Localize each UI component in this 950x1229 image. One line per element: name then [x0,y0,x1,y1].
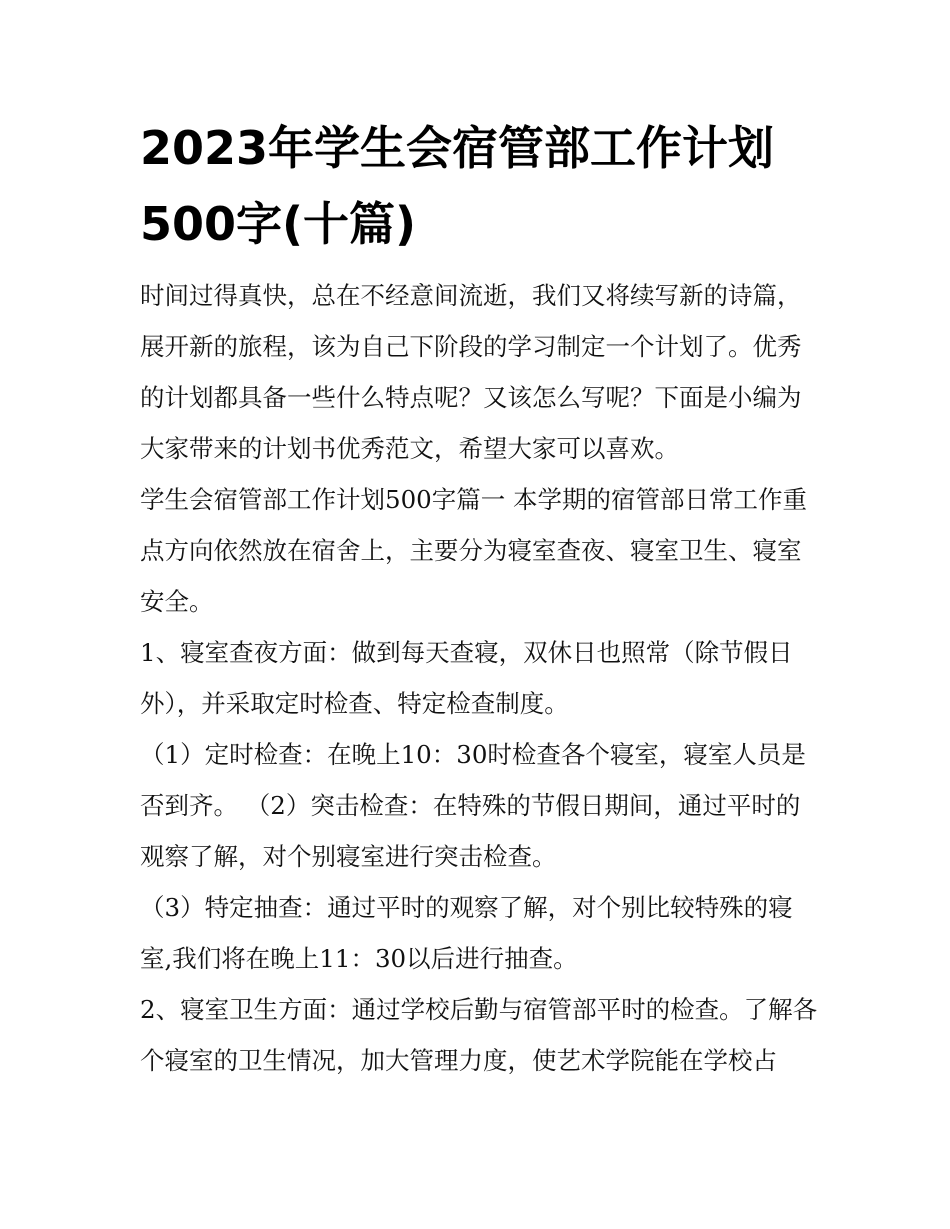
document-title: 2023年学生会宿管部工作计划500字(十篇) [140,121,775,251]
paragraph-item-1-checks: （1）定时检查：在晚上10：30时检查各个寝室，寝室人员是否到齐。 （2）突击检查：在特殊的节假日期间，通过平时的观察了解，对个别寝室进行突击检查。 [140,740,806,871]
paragraph-item-1: 1、寝室查夜方面：做到每天查寝，双休日也照常（除节假日外），并采取定时检查、特定检查制度。 [140,638,793,718]
document-page [140,110,820,1086]
paragraph-item-2: 2、寝室卫生方面：通过学校后勤与宿管部平时的检查。了解各个寝室的卫生情况，加大管理力度，使艺术学院能在学校占 [140,995,818,1075]
paragraph-item-1-spot-check: （3）特定抽查：通过平时的观察了解，对个别比较特殊的寝室,我们将在晚上11：30以后进行抽查。 [140,893,793,973]
paragraph-intro: 时间过得真快，总在不经意间流逝，我们又将续写新的诗篇，展开新的旅程，该为自己下阶段的学习制定一个计划了。优秀的计划都具备一些什么特点呢？又该怎么写呢？下面是小编为大家带来的计划书优秀范文，希望大家可以喜欢。 [140,281,802,463]
paragraph-section-1-intro: 学生会宿管部工作计划500字篇一 本学期的宿管部日常工作重点方向依然放在宿舍上，主要分为寝室查夜、寝室卫生、寝室安全。 [140,485,808,616]
